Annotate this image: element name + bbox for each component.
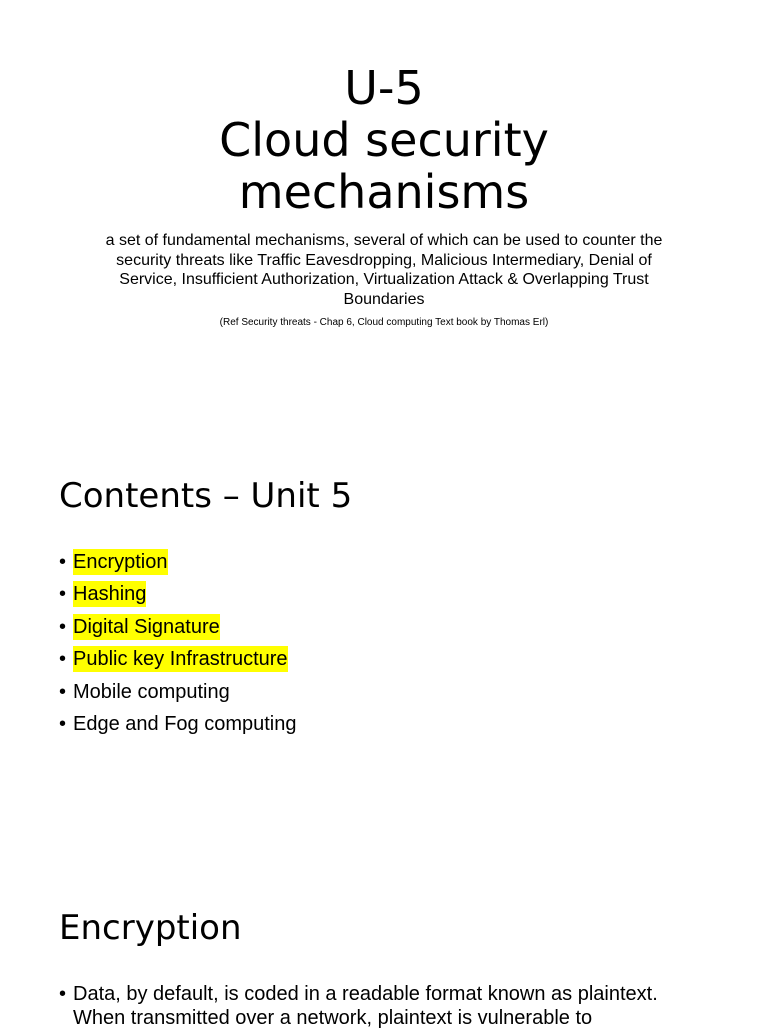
list-item-text: Digital Signature [73, 615, 220, 638]
list-item [59, 581, 297, 613]
bullet-icon: • [59, 680, 67, 703]
slide-subtitle: a set of fundamental mechanisms, several of which can be used to counter the security threats like Traffic Eavesdropping, Malicious Intermediary, Denial of Service, Insufficient Authorization, Virtualization Attack & Overlapping Trust Boundaries [105, 232, 663, 308]
contents-list [59, 549, 297, 743]
list-item-text: Public key Infrastructure [73, 648, 288, 671]
list-item [59, 679, 297, 711]
reference-note: (Ref Security threats - Chap 6, Cloud computing Text book by Thomas Erl) [219, 317, 549, 328]
contents-heading: Contents – Unit 5 [59, 476, 353, 516]
slide-title [0, 62, 768, 218]
list-item-text: Data, by default, is coded in a readable format known as plaintext. When transmitted over a network, plaintext is vulnerable to [73, 983, 658, 1029]
list-item [59, 614, 297, 646]
encryption-heading: Encryption [59, 908, 242, 948]
bullet-icon: • [59, 615, 67, 638]
list-item-text: Edge and Fog computing [73, 712, 297, 735]
title-slide [0, 0, 768, 432]
list-item-text: Hashing [73, 583, 147, 606]
list-item [59, 549, 297, 581]
bullet-icon: • [59, 583, 67, 606]
encryption-slide [0, 872, 768, 1029]
contents-slide [0, 436, 768, 868]
encryption-list [59, 982, 699, 1030]
bullet-icon: • [59, 712, 67, 735]
list-item [59, 711, 297, 743]
bullet-icon: • [59, 648, 67, 671]
title-line-unit: U-5 [344, 61, 424, 115]
list-item [59, 646, 297, 678]
title-line-topic-cont: mechanisms [238, 165, 530, 219]
bullet-icon: • [59, 551, 67, 573]
list-item [59, 982, 699, 1030]
title-line-topic: Cloud security [219, 113, 549, 167]
bullet-icon: • [59, 983, 67, 1005]
list-item-text: Encryption [73, 551, 168, 573]
list-item-text: Mobile computing [73, 680, 230, 703]
